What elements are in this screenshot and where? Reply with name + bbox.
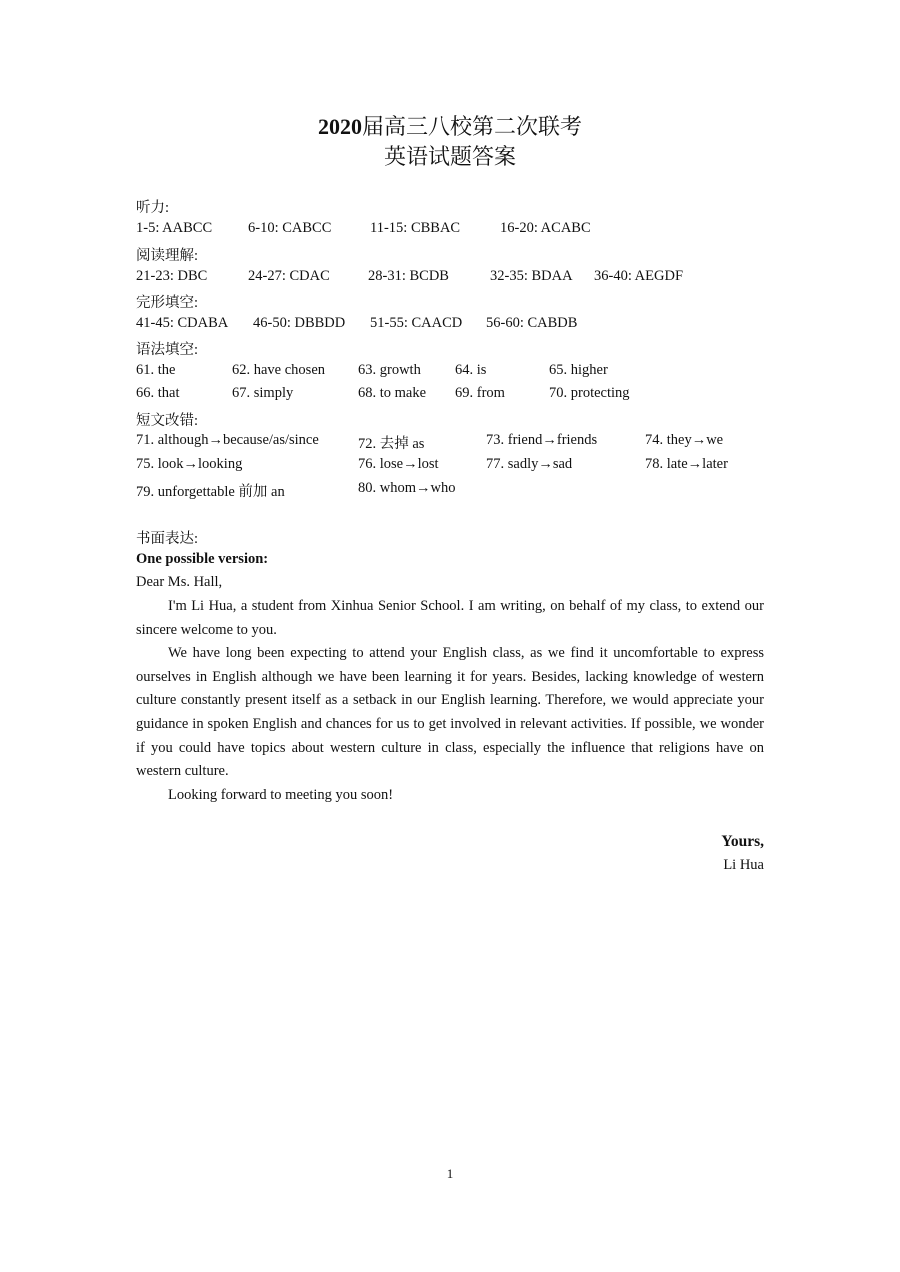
- reading-answer: 21-23: DBC: [136, 268, 208, 284]
- reading-answer: 36-40: AEGDF: [594, 268, 684, 284]
- reading-answer: 28-31: BCDB: [368, 268, 449, 284]
- title-year: 2020: [317, 114, 362, 139]
- letter-paragraph: I'm Li Hua, a student from Xinhua Senior School. I am writing, on behalf of my class, to extend our sincere welcome to you.: [136, 598, 764, 638]
- correction-answer: 71. although→because/as/since: [136, 432, 319, 448]
- listening-answer: 16-20: ACABC: [500, 220, 591, 236]
- grammar-answer: 69. from: [455, 385, 505, 401]
- listening-answer: 6-10: CABCC: [248, 220, 332, 236]
- grammar-answer: 70. protecting: [549, 385, 630, 401]
- grammar-answer: 68. to make: [358, 385, 427, 401]
- correction-answer: 79. unforgettable 前加 an: [136, 484, 285, 500]
- correction-answer: 77. sadly→sad: [486, 456, 573, 472]
- cloze-answer: 41-45: CDABA: [136, 315, 229, 331]
- correction-heading: 短文改错:: [136, 413, 199, 429]
- correction-answer: 76. lose→lost: [358, 456, 439, 472]
- correction-answer: 80. whom→who: [358, 480, 456, 496]
- letter-paragraph: Looking forward to meeting you soon!: [168, 786, 394, 803]
- grammar-heading: 语法填空:: [136, 342, 199, 358]
- letter-paragraph: We have long been expecting to attend your English class, as we find it uncomfortable to express ourselves in English although we have been learning it for years. Besides, lacking knowledge of western culture constantly present itself as a setback in our English learning. Therefore, we would appreciate your guidance in spoken English and chances for us to get involved in relevant activities. If possible, we wonder if you could have topics about western culture in class, especially the influence that religions have on western culture.: [136, 645, 764, 780]
- grammar-answer: 66. that: [136, 385, 180, 401]
- letter-signature: Li Hua: [723, 857, 764, 873]
- cloze-answer: 56-60: CABDB: [486, 315, 578, 331]
- page-title: [0, 110, 900, 141]
- title-rest: 届高三八校第二次联考: [361, 114, 582, 139]
- correction-answer: 75. look→looking: [136, 456, 243, 472]
- cloze-heading: 完形填空:: [136, 295, 199, 311]
- grammar-answer: 67. simply: [232, 385, 294, 401]
- correction-answer: 72. 去掉 as: [358, 436, 425, 452]
- correction-answer: 74. they→we: [645, 432, 724, 448]
- grammar-answer: 65. higher: [549, 362, 608, 378]
- letter-body: [136, 595, 764, 807]
- page-subtitle: 英语试题答案: [383, 144, 516, 169]
- grammar-answer: 62. have chosen: [232, 362, 326, 378]
- reading-heading: 阅读理解:: [136, 248, 199, 264]
- correction-answer: 78. late→later: [645, 456, 728, 472]
- cloze-answer: 46-50: DBBDD: [253, 315, 346, 331]
- listening-answer: 1-5: AABCC: [136, 220, 213, 236]
- correction-answer: 73. friend→friends: [486, 432, 598, 448]
- writing-heading: 书面表达:: [136, 531, 199, 547]
- listening-heading: 听力:: [136, 200, 170, 216]
- cloze-answer: 51-55: CAACD: [370, 315, 463, 331]
- reading-answer: 24-27: CDAC: [248, 268, 330, 284]
- reading-answer: 32-35: BDAA: [490, 268, 573, 284]
- listening-answer: 11-15: CBBAC: [370, 220, 461, 236]
- grammar-answer: 64. is: [455, 362, 487, 378]
- grammar-answer: 63. growth: [358, 362, 421, 378]
- grammar-answer: 61. the: [136, 362, 176, 378]
- letter-closing: Yours,: [721, 833, 764, 850]
- letter-salutation: Dear Ms. Hall,: [136, 574, 223, 590]
- version-label: One possible version:: [136, 551, 269, 567]
- page-number: 1: [446, 1166, 454, 1181]
